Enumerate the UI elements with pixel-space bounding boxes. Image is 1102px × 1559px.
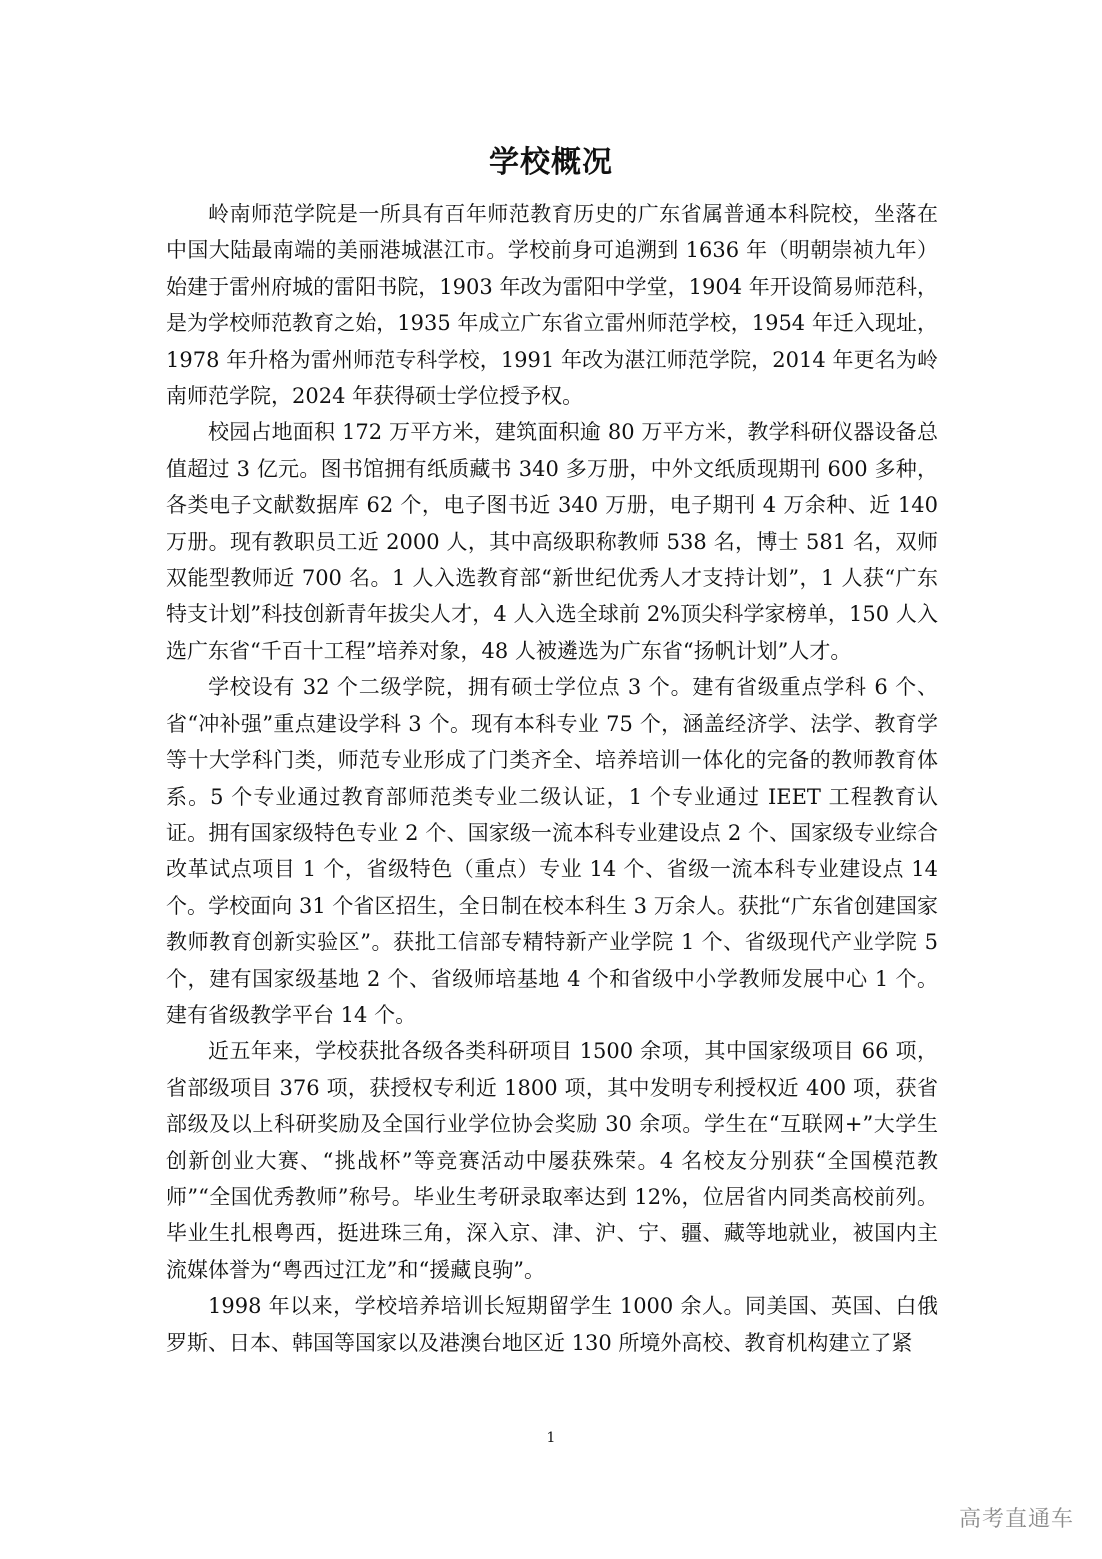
page-title: 学校概况 — [489, 145, 613, 180]
document-body — [166, 196, 938, 1361]
paragraph-international: 1998 年以来，学校培养培训长短期留学生 1000 余人。同美国、英国、白俄罗斯、日本、韩国等国家以及港澳台地区近 130 所境外高校、教育机构建立了紧 — [166, 1294, 938, 1355]
watermark: 高考直通车 — [958, 1507, 1074, 1532]
paragraph-campus-and-staff: 校园占地面积 172 万平方米，建筑面积逾 80 万平方米，教学科研仪器设备总值超过 3 亿元。图书馆拥有纸质藏书 340 多万册，中外文纸质现期刊 600 多种，各类电子文献数据库 62 个，电子图书近 340 万册，电子期刊 4 万余种、近 140 万册。现有教职员工近 2000 人，其中高级职称教师 538 名，博士 581 名，双师双能型教师近 700 名。1 人入选教育部“新世纪优秀人才支持计划”，1 人获“广东特支计划”科技创新青年拔尖人才，4 人入选全球前 2%顶尖科学家榜单，150 人入选广东省“千百十工程”培养对象，48 人被遴选为广东省“扬帆计划”人才。 — [166, 420, 938, 663]
paragraph-history: 岭南师范学院是一所具有百年师范教育历史的广东省属普通本科院校，坐落在中国大陆最南端的美丽港城湛江市。学校前身可追溯到 1636 年（明朝崇祯九年）始建于雷州府城的雷阳书院，1903 年改为雷阳中学堂，1904 年开设简易师范科，是为学校师范教育之始，1935 年成立广东省立雷州师范学校，1954 年迁入现址，1978 年升格为雷州师范专科学校，1991 年改为湛江师范学院，2014 年更名为岭南师范学院，2024 年获得硕士学位授予权。 — [166, 202, 938, 409]
paragraph-disciplines: 学校设有 32 个二级学院，拥有硕士学位点 3 个。建有省级重点学科 6 个、省“冲补强”重点建设学科 3 个。现有本科专业 75 个，涵盖经济学、法学、教育学等十大学科门类，师范专业形成了门类齐全、培养培训一体化的完备的教师教育体系。5 个专业通过教育部师范类专业二级认证，1 个专业通过 IEET 工程教育认证。拥有国家级特色专业 2 个、国家级一流本科专业建设点 2 个、国家级专业综合改革试点项目 1 个，省级特色（重点）专业 14 个、省级一流本科专业建设点 14 个。学校面向 31 个省区招生，全日制在校本科生 3 万余人。获批“广东省创建国家教师教育创新实验区”。获批工信部专精特新产业学院 1 个、省级现代产业学院 5 个，建有国家级基地 2 个、省级师培基地 4 个和省级中小学教师发展中心 1 个。建有省级教学平台 14 个。 — [166, 675, 938, 1027]
paragraph-research: 近五年来，学校获批各级各类科研项目 1500 余项，其中国家级项目 66 项，省部级项目 376 项，获授权专利近 1800 项，其中发明专利授权近 400 项，获省部级及以上科研奖励及全国行业学位协会奖励 30 余项。学生在“互联网+”大学生创新创业大赛、“挑战杯”等竞赛活动中屡获殊荣。4 名校友分别获“全国模范教师”“全国优秀教师”称号。毕业生考研录取率达到 12%，位居省内同类高校前列。毕业生扎根粤西，挺进珠三角，深入京、津、沪、宁、疆、藏等地就业，被国内主流媒体誉为“粤西过江龙”和“援藏良驹”。 — [166, 1039, 938, 1282]
page-number: 1 — [546, 1430, 556, 1446]
